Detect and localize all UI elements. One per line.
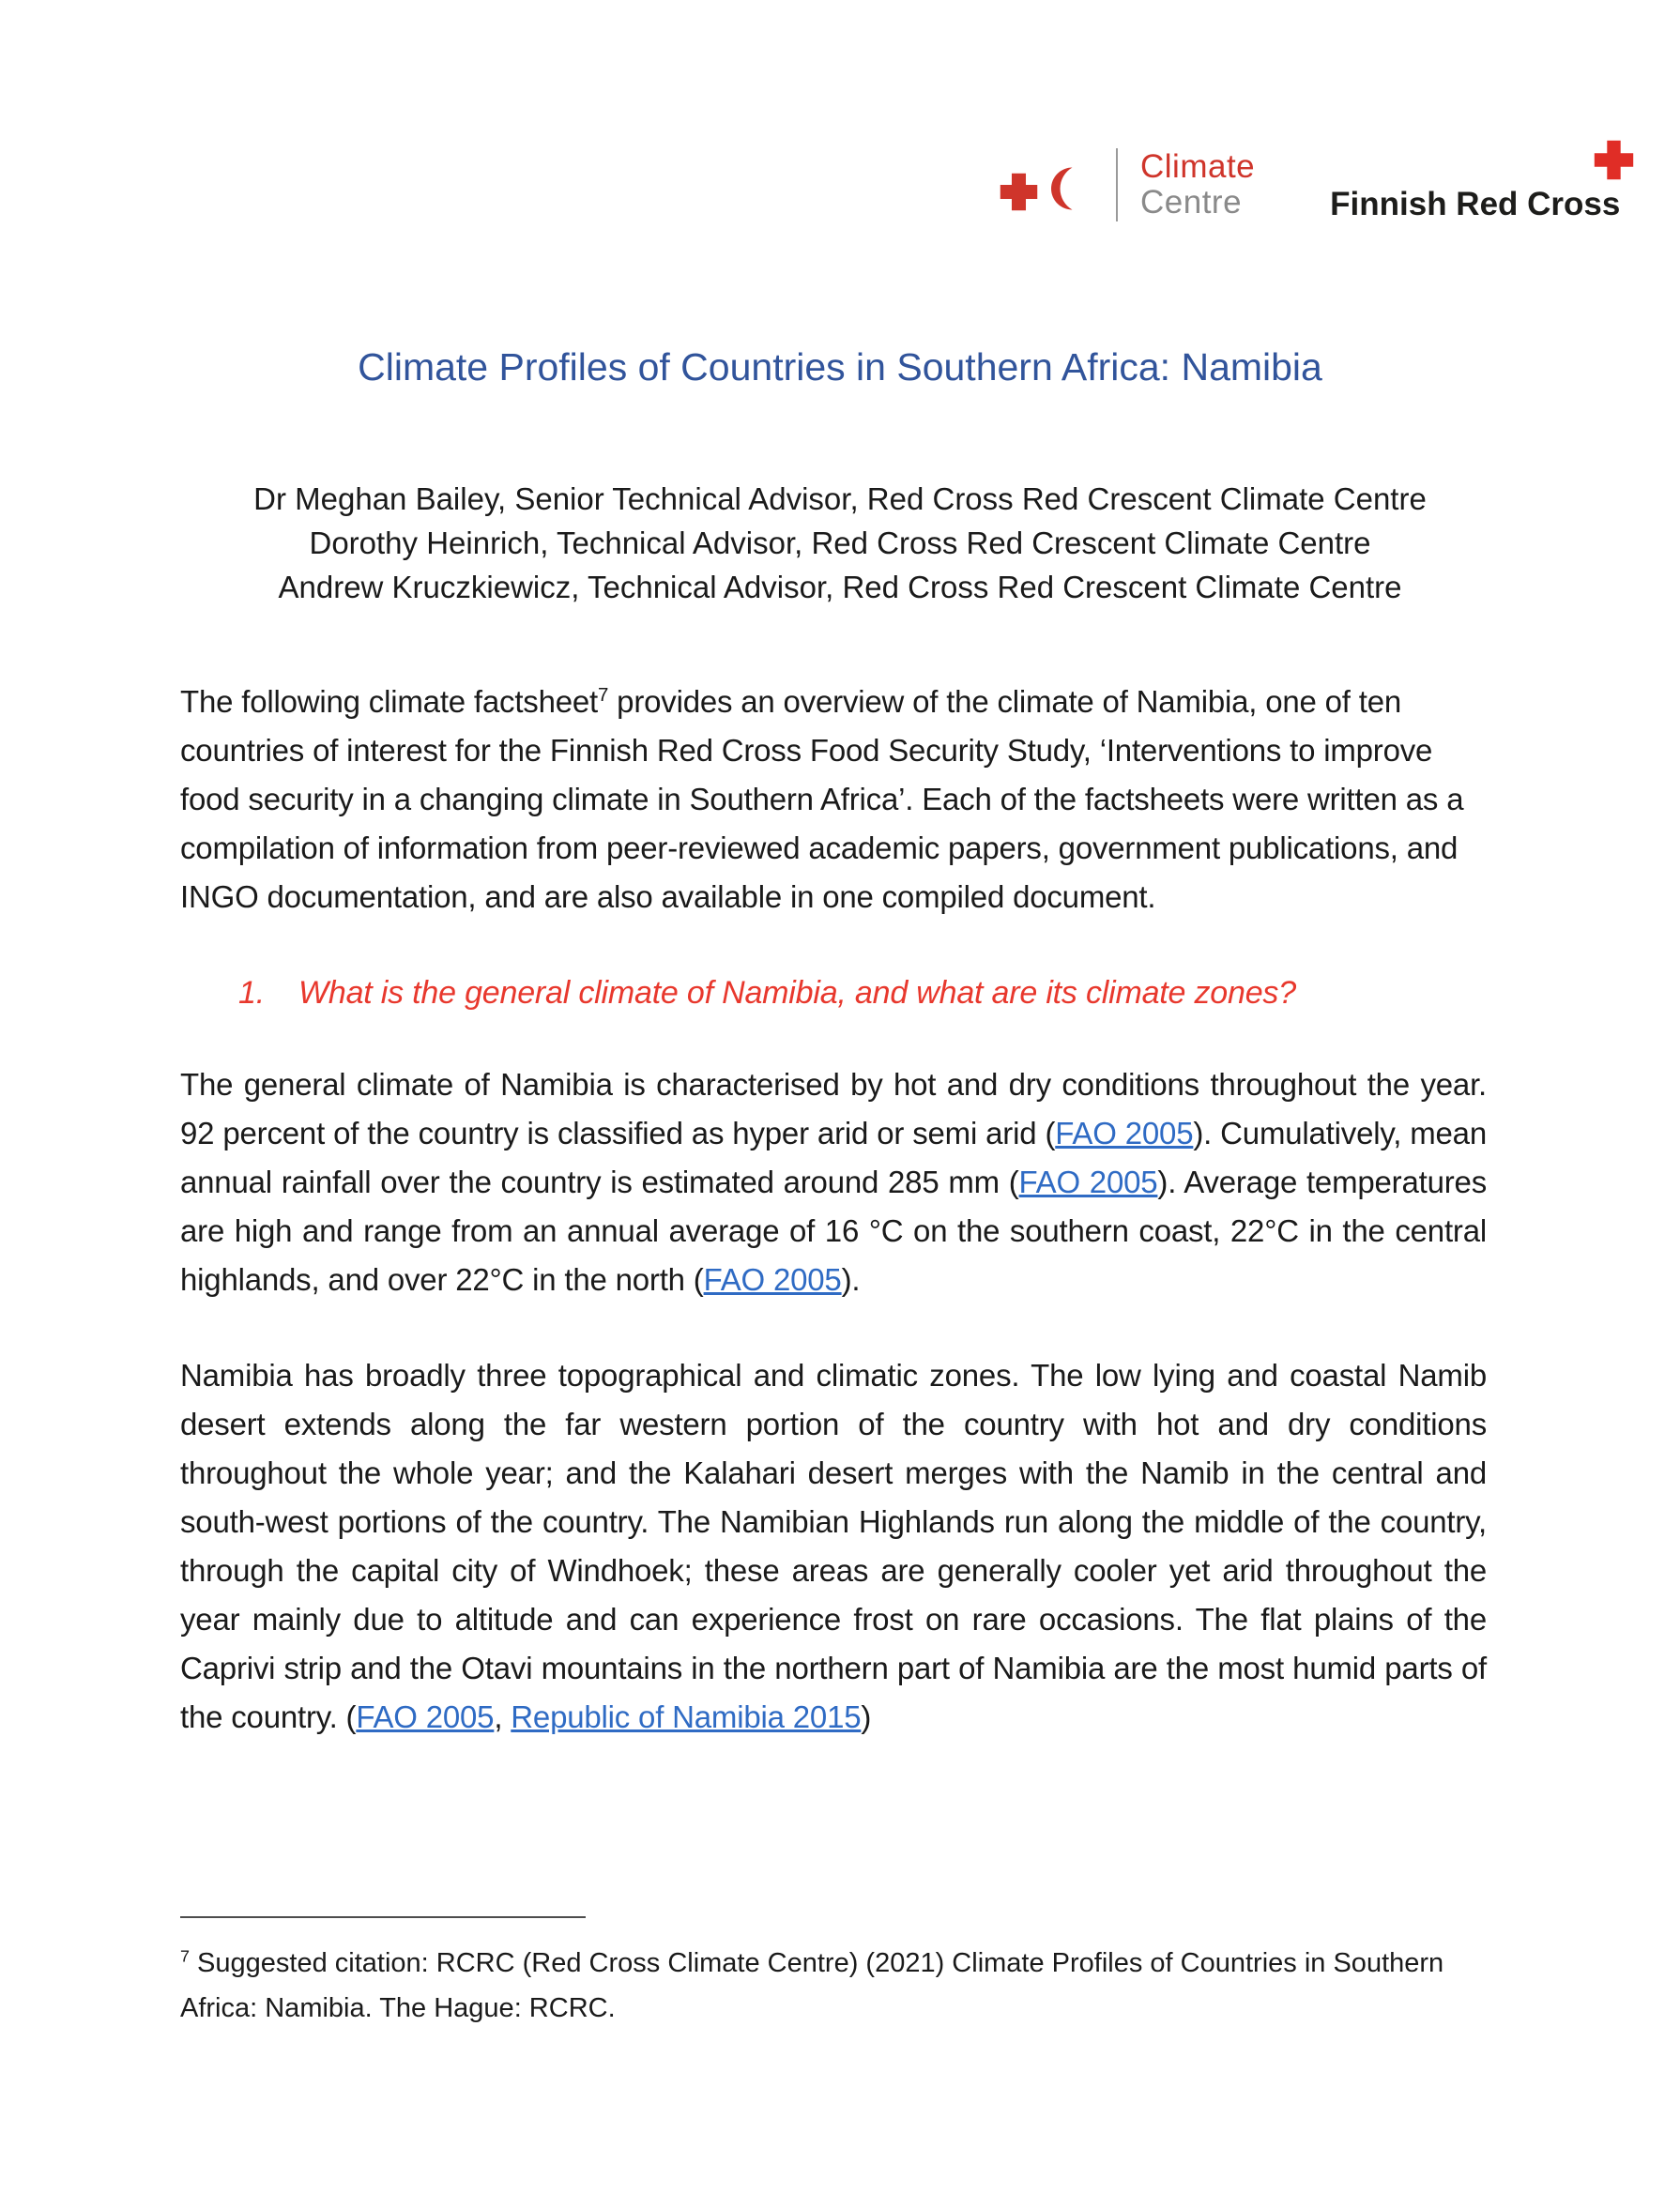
logo-divider bbox=[1116, 148, 1118, 221]
author-list bbox=[0, 477, 1680, 609]
question-heading bbox=[180, 968, 1487, 1017]
intro-paragraph: The following climate factsheet$^7$ provides an overview of the climate of Namibia, one of ten countries of interest for the Finnish Red Cross Food Security Study, ‘Interventions to improve food security in a changing climate in Southern Africa’. Each of the factsheets were written as a compilation of information from peer-reviewed academic papers, government publications, and INGO documentation, and are also available in one compiled document. bbox=[180, 684, 1464, 914]
red-cross-icon bbox=[1593, 139, 1635, 181]
question-text: What is the general climate of Namibia, and what are its climate zones? bbox=[298, 975, 1296, 1011]
footnote-separator bbox=[180, 1916, 586, 1918]
finnish-red-cross-wordmark: Finnish Red Cross bbox=[1330, 186, 1621, 222]
climate-centre-logo bbox=[997, 148, 1255, 221]
header-logos bbox=[997, 148, 1620, 223]
red-crescent-icon bbox=[1050, 161, 1097, 216]
footnote-reference: 7 bbox=[598, 684, 609, 706]
author-line: Dr Meghan Bailey, Senior Technical Advisor, Red Cross Red Crescent Climate Centre bbox=[253, 481, 1427, 516]
general-climate-paragraph: The general climate of Namibia is characterised by hot and dry conditions throughout the year. 92 percent of the country is classified as hyper arid or semi arid (FAO 2005). Cumulatively, mean annual rainfall over the country is estimated around 285 mm (FAO 2005). Average temperatures are high and range from an annual average of 16 °C on the southern coast, 22°C in the central highlands, and over 22°C in the north (FAO 2005). bbox=[180, 1067, 1487, 1297]
citation-link[interactable]: FAO 2005 bbox=[703, 1262, 842, 1297]
climate-centre-word-centre: Centre bbox=[1140, 184, 1243, 221]
citation-link[interactable]: FAO 2005 bbox=[356, 1699, 495, 1734]
climate-zones-paragraph: Namibia has broadly three topographical and climatic zones. The low lying and coastal Namib desert extends along the far western portion of the country with hot and dry conditions throughout the whole year; and the Kalahari desert merges with the Namib in the central and south-west portions of the country. The Namibian Highlands run along the middle of the country, through the capital city of Windhoek; these areas are generally cooler yet arid throughout the year mainly due to altitude and can experience frost on rare occasions. The flat plains of the Caprivi strip and the Otavi mountains in the northern part of Namibia are the most humid parts of the country. (FAO 2005, Republic of Namibia 2015) bbox=[180, 1358, 1487, 1734]
finnish-red-cross-logo bbox=[1330, 186, 1620, 223]
citation-link[interactable]: FAO 2005 bbox=[1018, 1165, 1158, 1199]
footnote-marker: 7 bbox=[180, 1946, 190, 1966]
climate-centre-word-climate: Climate bbox=[1140, 148, 1256, 185]
citation-link[interactable]: Republic of Namibia 2015 bbox=[511, 1699, 862, 1734]
author-line: Andrew Kruczkiewicz, Technical Advisor, Red Cross Red Crescent Climate Centre bbox=[278, 570, 1402, 604]
author-line: Dorothy Heinrich, Technical Advisor, Red Cross Red Crescent Climate Centre bbox=[309, 526, 1371, 560]
footnote-area bbox=[180, 1916, 1487, 2031]
question-number: 1. bbox=[238, 975, 265, 1011]
red-cross-icon bbox=[997, 170, 1041, 214]
footnote-text: $^7$ Suggested citation: RCRC (Red Cross Climate Centre) (2021) Climate Profiles of Countries in Southern Africa: Namibia. The Hague: RCRC. bbox=[180, 1946, 1444, 2023]
document-body bbox=[180, 678, 1487, 1789]
page-title: Climate Profiles of Countries in Southern Africa: Namibia bbox=[358, 345, 1322, 389]
climate-centre-wordmark bbox=[1140, 149, 1255, 221]
citation-link[interactable]: FAO 2005 bbox=[1055, 1116, 1194, 1150]
